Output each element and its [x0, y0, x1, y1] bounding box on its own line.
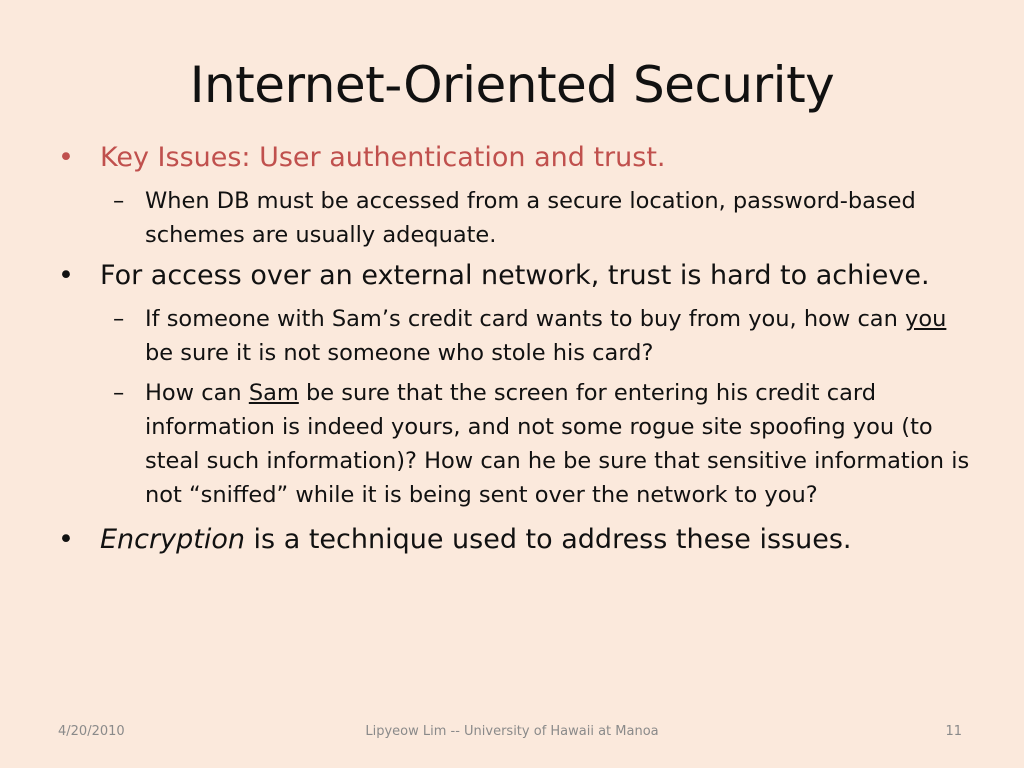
sub-bullet-text-after: be sure that the screen for entering his credit card information is indeed yours, and not some rogue site spoofing you (to steal such information)? How can he be sure that sensitive information is not “sniffed” while it is being sent over the network to you? [145, 380, 970, 508]
underlined-word-you: you [905, 306, 947, 332]
bullet-key-issues [58, 138, 978, 178]
sub-bullet-text-before: If someone with Sam’s credit card wants to buy from you, how can [145, 306, 906, 332]
sub-bullet-marker: – [113, 306, 125, 332]
footer-author: Lipyeow Lim -- University of Hawaii at Manoa [365, 724, 659, 739]
sub-bullet-text-before: How can [145, 380, 249, 406]
sub-bullet-text: When DB must be accessed from a secure location, password-based schemes are usually adequate. [145, 188, 916, 248]
sub-bullet-spoofing [58, 376, 978, 512]
bullet-marker: • [58, 260, 74, 291]
bullet-encryption [58, 520, 978, 560]
bullet-text: For access over an external network, trust is hard to achieve. [100, 260, 930, 291]
slide-title: Internet-Oriented Security [189, 56, 835, 114]
sub-bullet-stolen-card [58, 302, 978, 370]
slide-body [58, 138, 978, 560]
footer-date: 4/20/2010 [58, 724, 125, 739]
bullet-external-network [58, 256, 978, 296]
sub-bullet-marker: – [113, 380, 125, 406]
bullet-text: Key Issues: User authentication and trust. [100, 142, 666, 173]
italic-word-encryption: Encryption [100, 524, 245, 555]
footer-page-number: 11 [945, 724, 962, 739]
bullet-text-rest: is a technique used to address these issues. [244, 524, 852, 555]
sub-bullet-marker: – [113, 188, 125, 214]
sub-bullet-password-schemes [58, 184, 978, 252]
sub-bullet-text-after: be sure it is not someone who stole his card? [145, 340, 654, 366]
bullet-marker: • [58, 524, 74, 555]
underlined-word-sam: Sam [248, 380, 299, 406]
bullet-marker: • [58, 142, 74, 173]
